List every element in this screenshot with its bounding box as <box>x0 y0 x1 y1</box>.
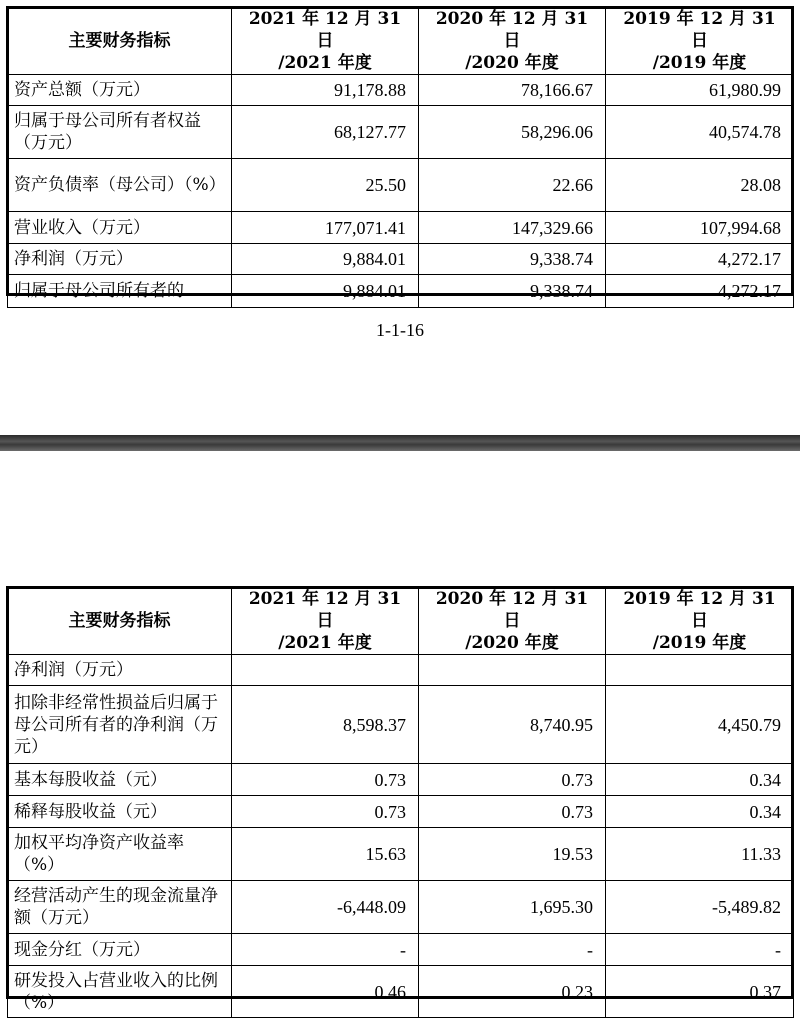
row-label: 归属于母公司所有者权益（万元） <box>8 106 232 159</box>
cell-2019: 107,994.68 <box>606 212 794 244</box>
header-2021 <box>232 588 419 655</box>
cell-2019: 0.34 <box>606 796 794 828</box>
financial-indicators-table-1 <box>7 7 794 308</box>
cell-2021: - <box>232 934 419 966</box>
header-2020-year: /2020 年度 <box>465 53 559 73</box>
header-2021-year: /2021 年度 <box>278 53 372 73</box>
header-indicator: 主要财务指标 <box>8 8 232 75</box>
header-2019-date: 2019 年 12 月 31 日 <box>623 9 776 51</box>
table-row <box>8 966 794 1018</box>
cell-2021: 0.46 <box>232 966 419 1018</box>
cell-2020: 78,166.67 <box>419 75 606 106</box>
header-2020 <box>419 8 606 75</box>
cell-2019: 0.34 <box>606 764 794 796</box>
row-label: 归属于母公司所有者的 <box>8 275 232 308</box>
cell-2019: 0.37 <box>606 966 794 1018</box>
cell-2019: 28.08 <box>606 159 794 212</box>
cell-2021: 15.63 <box>232 828 419 881</box>
header-2019 <box>606 588 794 655</box>
table-header-row <box>8 588 794 655</box>
cell-2019: 4,450.79 <box>606 686 794 764</box>
table-row <box>8 764 794 796</box>
cell-2021: 9,884.01 <box>232 275 419 308</box>
cell-2021: 68,127.77 <box>232 106 419 159</box>
header-2020 <box>419 588 606 655</box>
cell-2021: 91,178.88 <box>232 75 419 106</box>
cell-2020: 9,338.74 <box>419 275 606 308</box>
table-row <box>8 244 794 275</box>
row-label: 资产负债率（母公司）（%） <box>8 159 232 212</box>
table-row <box>8 828 794 881</box>
cell-2019: -5,489.82 <box>606 881 794 934</box>
cell-2020: 9,338.74 <box>419 244 606 275</box>
cell-2020: 147,329.66 <box>419 212 606 244</box>
header-2020-year: /2020 年度 <box>465 633 559 653</box>
row-label: 稀释每股收益（元） <box>8 796 232 828</box>
cell-2020 <box>419 655 606 686</box>
cell-2020: - <box>419 934 606 966</box>
header-2021-date: 2021 年 12 月 31 日 <box>248 589 402 631</box>
row-label: 净利润（万元） <box>8 655 232 686</box>
page-number: 1-1-16 <box>376 320 424 340</box>
cell-2020: 8,740.95 <box>419 686 606 764</box>
cell-2021: 25.50 <box>232 159 419 212</box>
cell-2019: - <box>606 934 794 966</box>
financial-indicators-table-2 <box>7 587 794 1018</box>
row-label: 研发投入占营业收入的比例（%） <box>8 966 232 1018</box>
header-2021-date: 2021 年 12 月 31 日 <box>248 9 402 51</box>
header-2021-year: /2021 年度 <box>278 633 372 653</box>
cell-2020: 0.73 <box>419 796 606 828</box>
header-2019-date: 2019 年 12 月 31 日 <box>623 589 776 631</box>
cell-2021: 177,071.41 <box>232 212 419 244</box>
cell-2020: 1,695.30 <box>419 881 606 934</box>
row-label: 扣除非经常性损益后归属于母公司所有者的净利润（万元） <box>8 686 232 764</box>
cell-2020: 22.66 <box>419 159 606 212</box>
cell-2021: 0.73 <box>232 764 419 796</box>
row-label: 净利润（万元） <box>8 244 232 275</box>
table-row <box>8 275 794 308</box>
row-label: 加权平均净资产收益率（%） <box>8 828 232 881</box>
cell-2019: 4,272.17 <box>606 275 794 308</box>
cell-2021: -6,448.09 <box>232 881 419 934</box>
table-header-row <box>8 8 794 75</box>
cell-2020: 0.23 <box>419 966 606 1018</box>
table-row <box>8 934 794 966</box>
header-2019-year: /2019 年度 <box>652 633 747 653</box>
header-indicator: 主要财务指标 <box>8 588 232 655</box>
cell-2020: 19.53 <box>419 828 606 881</box>
table-row <box>8 881 794 934</box>
row-label: 资产总额（万元） <box>8 75 232 106</box>
cell-2019: 61,980.99 <box>606 75 794 106</box>
row-label: 经营活动产生的现金流量净额（万元） <box>8 881 232 934</box>
header-2020-date: 2020 年 12 月 31 日 <box>435 589 589 631</box>
header-2019-year: /2019 年度 <box>652 53 747 73</box>
header-2021 <box>232 8 419 75</box>
cell-2019: 11.33 <box>606 828 794 881</box>
table-row <box>8 159 794 212</box>
cell-2019 <box>606 655 794 686</box>
page-divider <box>0 435 800 451</box>
cell-2020: 58,296.06 <box>419 106 606 159</box>
cell-2020: 0.73 <box>419 764 606 796</box>
cell-2021: 0.73 <box>232 796 419 828</box>
table-row <box>8 796 794 828</box>
row-label: 营业收入（万元） <box>8 212 232 244</box>
table-row <box>8 212 794 244</box>
cell-2019: 40,574.78 <box>606 106 794 159</box>
cell-2021 <box>232 655 419 686</box>
cell-2021: 8,598.37 <box>232 686 419 764</box>
table-row <box>8 106 794 159</box>
row-label: 现金分红（万元） <box>8 934 232 966</box>
header-2020-date: 2020 年 12 月 31 日 <box>435 9 589 51</box>
row-label: 基本每股收益（元） <box>8 764 232 796</box>
cell-2019: 4,272.17 <box>606 244 794 275</box>
header-2019 <box>606 8 794 75</box>
cell-2021: 9,884.01 <box>232 244 419 275</box>
table-row <box>8 655 794 686</box>
table-row <box>8 686 794 764</box>
table-row <box>8 75 794 106</box>
